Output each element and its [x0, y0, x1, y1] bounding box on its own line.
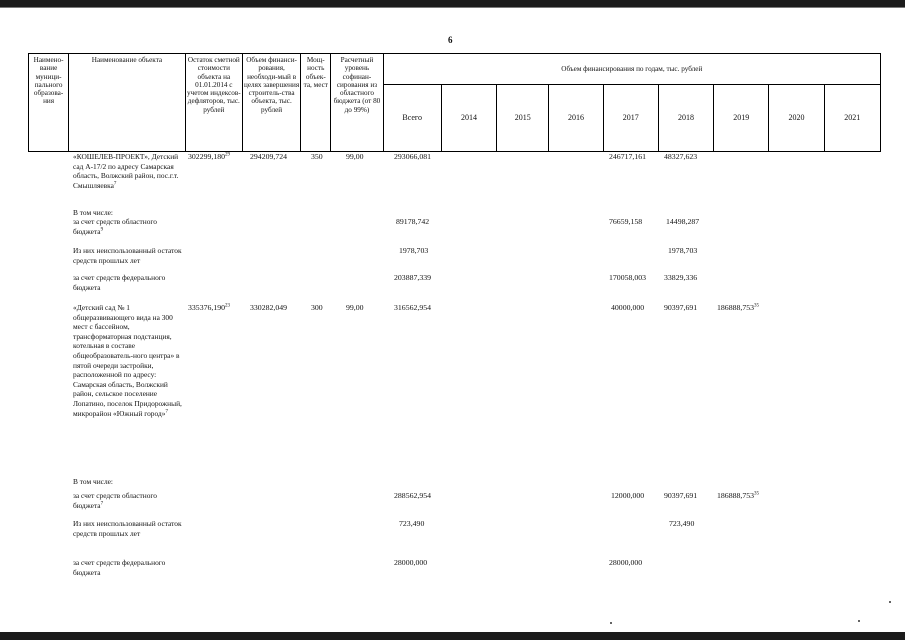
header-municipality: Наимено-вание муници-пального образова-ния: [29, 54, 69, 152]
federal-budget-label: за счет средств федерального бюджета: [73, 558, 166, 577]
total-value: 28000,000: [394, 558, 428, 567]
header-total: Всего: [383, 85, 441, 152]
year-2017-value: 170058,003: [609, 273, 647, 282]
remaining-cost-value: 302299,180$^{29}$: [188, 152, 231, 161]
header-year-2015: 2015: [497, 85, 549, 152]
subtotal-label: В том числе:: [73, 208, 113, 217]
remaining-cost-value: 335376,190$^{23}$: [188, 303, 231, 312]
header-remaining-cost: Остаток сметной стоимости объекта на 01.01.2014 с учетом индексов-дефляторов, тыс. рублей: [185, 54, 242, 152]
year-2017-value: 246717,161: [609, 152, 647, 161]
funding-needed-value: 330282,049: [250, 303, 288, 312]
unused-balance-label: Из них неиспользованный остаток средств прошлых лет: [73, 246, 182, 265]
scan-bottom-border: [0, 632, 905, 640]
page-number: 6: [448, 35, 453, 45]
capacity-value: 350: [311, 152, 323, 161]
scan-top-border-line: [0, 7, 905, 8]
header-cofinancing-level: Расчетный уровень софинан-сирования из областного бюджета (от 80 до 99%): [331, 54, 383, 152]
capacity-value: 300: [311, 303, 323, 312]
header-year-2019: 2019: [714, 85, 769, 152]
year-2019-value: 186888,753$^{35}$: [717, 491, 760, 500]
year-2018-value: 90397,691: [664, 303, 698, 312]
header-funding-by-years: Объем финансирования по годам, тыс. рублей: [383, 54, 880, 85]
object-name-koshelev: «КОШЕЛЕВ-ПРОЕКТ», Детский сад А-17/2 по адресу Самарская область, Волжский район, пос.г.т. Смышляевка$^7$: [73, 152, 179, 190]
header-object-name: Наименование объекта: [69, 54, 186, 152]
regional-budget-label: за счет средств областного бюджета$^9$: [73, 217, 157, 236]
scan-speck: [858, 620, 860, 622]
header-year-2016: 2016: [549, 85, 603, 152]
year-2018-value: 723,490: [669, 519, 695, 528]
year-2018-value: 33829,336: [664, 273, 698, 282]
header-year-2020: 2020: [769, 85, 824, 152]
header-year-2017: 2017: [603, 85, 658, 152]
year-2018-value: 14498,287: [666, 217, 700, 226]
year-2017-value: 12000,000: [611, 491, 645, 500]
total-value: 288562,954: [394, 491, 432, 500]
year-2018-value: 90397,691: [664, 491, 698, 500]
federal-budget-label: за счет средств федерального бюджета: [73, 273, 166, 292]
scan-top-border: [0, 0, 905, 7]
year-2018-value: 1978,703: [668, 246, 698, 255]
header-capacity: Мощ-ность объек-та, мест: [301, 54, 331, 152]
year-2019-value: 186888,753$^{35}$: [717, 303, 760, 312]
header-funding-needed: Объем финанси-рования, необходи-мый в целях завершения строитель-ства объекта, тыс. рублей: [242, 54, 300, 152]
year-2018-value: 48327,623: [664, 152, 698, 161]
cofinancing-value: 99,00: [346, 303, 364, 312]
total-value: 1978,703: [399, 246, 429, 255]
financing-table-header: [28, 53, 881, 152]
year-2017-value: 28000,000: [609, 558, 643, 567]
regional-budget-label: за счет средств областного бюджета$^7$: [73, 491, 157, 510]
total-value: 203887,339: [394, 273, 432, 282]
total-value: 89178,742: [396, 217, 430, 226]
year-2017-value: 40000,000: [611, 303, 645, 312]
scan-speck: [889, 601, 891, 603]
total-value: 723,490: [399, 519, 425, 528]
cofinancing-value: 99,00: [346, 152, 364, 161]
funding-needed-value: 294209,724: [250, 152, 288, 161]
subtotal-label: В том числе:: [73, 477, 113, 486]
header-year-2021: 2021: [824, 85, 880, 152]
header-year-2018: 2018: [658, 85, 713, 152]
total-value: 293066,081: [394, 152, 432, 161]
header-year-2014: 2014: [441, 85, 496, 152]
total-value: 316562,954: [394, 303, 432, 312]
scan-speck: [610, 622, 612, 624]
object-name-kindergarten-1: «Детский сад № 1 общеразвивающего вида на 300 мест с бассейном, трансформаторная подстанция, котельная в составе общеобразователь-ного центра» в пятой очереди застройки, расположенной по адресу: Самарская область, Волжский район, сельское поселение Лопатино, поселок Придорожный, микрорайон «Южный город»$^7$: [73, 303, 182, 418]
unused-balance-label: Из них неиспользованный остаток средств прошлых лет: [73, 519, 182, 538]
year-2017-value: 76659,158: [609, 217, 643, 226]
